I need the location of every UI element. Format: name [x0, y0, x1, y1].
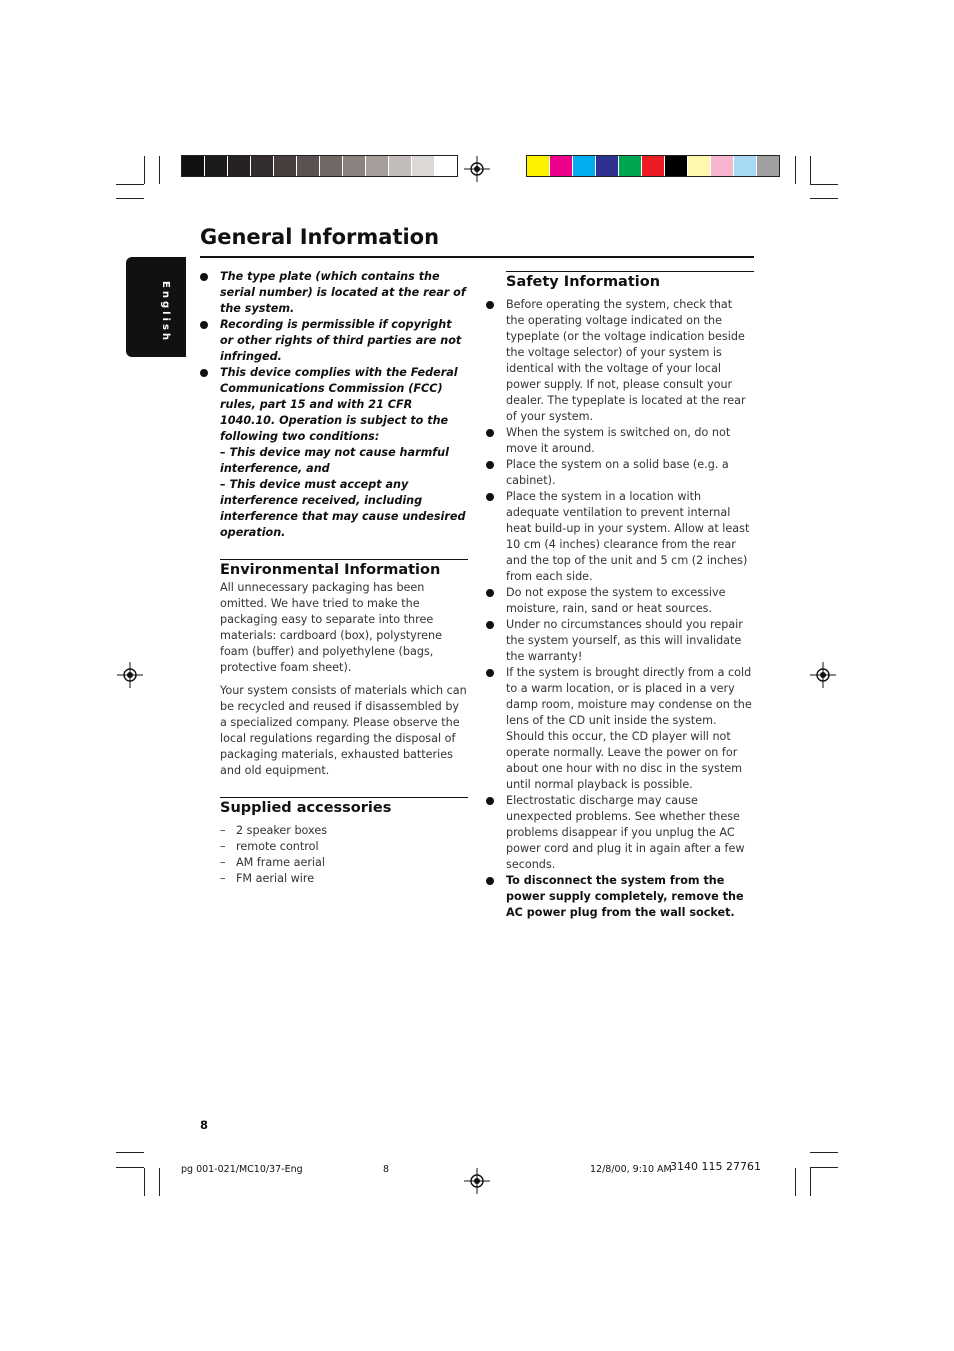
grey-swatch — [366, 156, 389, 176]
safety-text: When the system is switched on, do not move it around. — [506, 426, 731, 455]
crop-mark — [116, 1152, 144, 1153]
title-rule — [200, 256, 754, 258]
safety-text: Place the system on a solid base (e.g. a cabinet). — [506, 458, 729, 487]
crop-mark — [810, 156, 811, 184]
grey-swatch — [251, 156, 274, 176]
bullet-icon — [200, 369, 208, 377]
registration-mark-icon — [810, 662, 836, 688]
color-swatch — [573, 156, 596, 176]
safety-text: If the system is brought directly from a cold to a warm location, or is placed in a very damp room, moisture may condense on the lens of the CD unit inside the system. Should this occur, the CD player will not operate normally. Leave the power on for about one hour with no disc in the system until normal playback is possible. — [506, 666, 752, 791]
bullet-icon — [486, 877, 494, 885]
crop-mark — [159, 156, 160, 184]
fcc-condition — [220, 445, 468, 477]
crop-mark — [116, 1167, 144, 1168]
registration-mark-icon — [117, 662, 143, 688]
dash-icon: – — [220, 446, 230, 459]
list-item — [486, 617, 754, 665]
bullet-text: The type plate (which contains the serial number) is located at the rear of the system. — [220, 270, 466, 315]
list-item — [486, 425, 754, 457]
safety-title: Safety Information — [506, 274, 661, 290]
right-column — [486, 271, 754, 921]
section-rule — [220, 559, 468, 560]
crop-mark — [116, 184, 144, 185]
grey-swatch — [343, 156, 366, 176]
environment-paragraph: All unnecessary packaging has been omitted. We have tried to make the packaging easy to separate into three materials: cardboard (box), polystyrene foam (buffer) and polyethylene (bags, protective foam sheet). — [220, 581, 443, 674]
color-swatch — [688, 156, 711, 176]
color-swatch — [596, 156, 619, 176]
crop-mark — [144, 156, 145, 184]
list-item — [486, 457, 754, 489]
section-rule — [220, 797, 468, 798]
crop-mark — [810, 1152, 838, 1153]
left-column — [200, 269, 468, 887]
list-item — [220, 823, 468, 839]
color-calibration-bar — [526, 155, 780, 177]
list-item — [220, 839, 468, 855]
footer-date: 12/8/00, 9:10 AM — [590, 1164, 672, 1175]
list-item — [200, 269, 468, 317]
accessory-text: remote control — [236, 840, 319, 853]
color-swatch — [734, 156, 757, 176]
fcc-condition — [220, 477, 468, 541]
safety-text: Under no circumstances should you repair the system yourself, as this will invalidate the warranty! — [506, 618, 743, 663]
bullet-icon — [486, 301, 494, 309]
bullet-icon — [486, 621, 494, 629]
footer-file: pg 001-021/MC10/37-Eng — [181, 1164, 303, 1175]
safety-text: Before operating the system, check that the operating voltage indicated on the typeplate (or the voltage indication beside the voltage selector) of your system is identical with the voltage of your local power supply. If not, please consult your dealer. The typeplate is located at the rear of your system. — [506, 298, 746, 423]
grey-swatch — [435, 156, 457, 176]
color-swatch — [550, 156, 573, 176]
crop-mark — [810, 184, 838, 185]
registration-mark-icon — [464, 156, 490, 182]
list-item — [220, 855, 468, 871]
safety-text: Do not expose the system to excessive moisture, rain, sand or heat sources. — [506, 586, 726, 615]
list-item — [486, 585, 754, 617]
fcc-condition-text: This device must accept any interference received, including interference that may cause undesired operation. — [220, 478, 466, 539]
list-item — [220, 871, 468, 887]
bullet-text: This device complies with the Federal Communications Commission (FCC) rules, part 15 and with 21 CFR 1040.10. Operation is subject to the following two conditions: — [220, 366, 458, 443]
safety-final-text: To disconnect the system from the power supply completely, remove the AC power plug from the wall socket. — [506, 874, 744, 919]
grey-swatch — [228, 156, 251, 176]
list-item — [200, 365, 468, 445]
color-swatch — [757, 156, 779, 176]
dash-icon: – — [220, 824, 226, 837]
accessory-text: AM frame aerial — [236, 856, 326, 869]
color-swatch — [642, 156, 665, 176]
accessory-text: FM aerial wire — [236, 872, 315, 885]
crop-mark — [795, 156, 796, 184]
language-tab-label: English — [160, 281, 171, 344]
accessory-text: 2 speaker boxes — [236, 824, 328, 837]
accessories-section — [220, 797, 468, 887]
color-swatch — [527, 156, 550, 176]
crop-mark — [810, 1167, 838, 1168]
list-item — [486, 297, 754, 425]
crop-mark — [116, 198, 144, 199]
safety-header — [506, 271, 754, 291]
bullet-text: Recording is permissible if copyright or other rights of third parties are not infringed. — [220, 318, 462, 363]
registration-mark-icon — [464, 1168, 490, 1194]
grey-swatch — [412, 156, 435, 176]
color-swatch — [711, 156, 734, 176]
left-bullet-list — [200, 269, 468, 445]
page-title: General Information — [200, 225, 440, 249]
fcc-conditions — [200, 445, 468, 541]
safety-text: Place the system in a location with adequate ventilation to prevent internal heat build-up in your system. Allow at least 10 cm (4 inches) clearance from the rear and the top of the unit and 5 cm (2 inches) from each side. — [506, 490, 750, 583]
grey-swatch — [182, 156, 205, 176]
crop-mark — [810, 198, 838, 199]
accessories-list — [220, 823, 468, 887]
crop-mark — [159, 1168, 160, 1196]
footer-code: 3140 115 27761 — [670, 1160, 761, 1173]
dash-icon: – — [220, 840, 226, 853]
list-item — [200, 317, 468, 365]
list-item — [486, 665, 754, 793]
bullet-icon — [200, 321, 208, 329]
grey-swatch — [205, 156, 228, 176]
bullet-icon — [486, 493, 494, 501]
environment-title: Environmental Information — [220, 562, 441, 578]
footer-page: 8 — [383, 1164, 390, 1175]
bullet-icon — [486, 429, 494, 437]
dash-icon: – — [220, 872, 226, 885]
accessories-title: Supplied accessories — [220, 800, 392, 816]
bullet-icon — [200, 273, 208, 281]
bullet-icon — [486, 461, 494, 469]
language-tab — [126, 257, 186, 357]
crop-mark — [810, 1168, 811, 1196]
fcc-condition-text: This device may not cause harmful interference, and — [220, 446, 449, 475]
bullet-icon — [486, 589, 494, 597]
grey-swatch — [389, 156, 412, 176]
grey-swatch — [320, 156, 343, 176]
bullet-icon — [486, 797, 494, 805]
list-item — [486, 793, 754, 873]
dash-icon: – — [220, 856, 226, 869]
environment-paragraph: Your system consists of materials which can be recycled and reused if disassembled by a specialized company. Please observe the local regulations regarding the disposal of packaging materials, exhausted batteries and old equipment. — [220, 684, 467, 777]
section-rule — [506, 271, 754, 272]
safety-text: Electrostatic discharge may cause unexpected problems. See whether these problems disappear if you unplug the AC power cord and plug it in again after a few seconds. — [506, 794, 745, 871]
color-swatch — [619, 156, 642, 176]
page-number: 8 — [200, 1118, 209, 1132]
color-swatch — [665, 156, 688, 176]
crop-mark — [144, 1168, 145, 1196]
grey-swatch — [297, 156, 320, 176]
grey-calibration-bar — [181, 155, 458, 177]
bullet-icon — [486, 669, 494, 677]
grey-swatch — [274, 156, 297, 176]
environment-section — [220, 559, 468, 779]
crop-mark — [795, 1168, 796, 1196]
dash-icon: – — [220, 478, 230, 491]
list-item — [486, 489, 754, 585]
list-item — [486, 873, 754, 921]
safety-list — [486, 297, 754, 873]
